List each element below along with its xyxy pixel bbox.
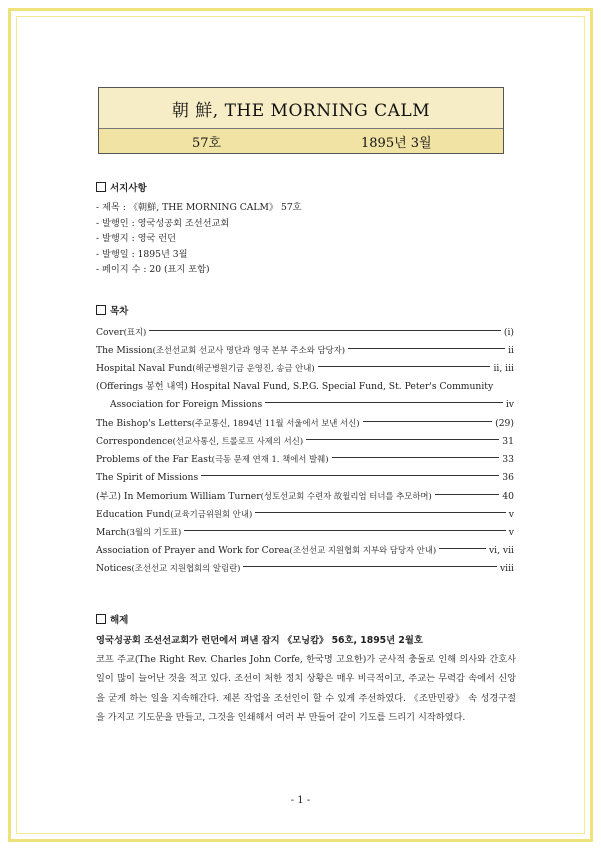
toc-page: 31 — [502, 436, 514, 448]
toc-entry — [96, 541, 516, 559]
issue-row — [99, 129, 503, 153]
toc-leader — [184, 530, 505, 531]
toc-entry-title: The Mission — [96, 345, 153, 357]
toc-page: v — [508, 508, 514, 520]
toc-entry — [96, 559, 516, 577]
square-bullet-icon — [96, 182, 106, 192]
toc-entry — [96, 359, 516, 377]
toc-entry-note: (선교사통신, 트롤로프 사제의 서신) — [172, 436, 304, 447]
toc-list — [96, 323, 516, 578]
toc-leader — [243, 566, 497, 567]
abstract-title: 영국성공회 조선선교회가 런던에서 펴낸 잡지 《모닝캄》 56호, 1895년 2월호 — [96, 635, 423, 646]
toc-entry-title: Education Fund — [96, 508, 171, 520]
toc-entry-note: (조선선교 지원협회의 알림란) — [131, 563, 241, 574]
toc-entry-note: (교육기금위원회 안내) — [170, 508, 253, 519]
toc-entry — [96, 487, 516, 505]
toc-page: 33 — [502, 454, 514, 466]
toc-entry-title: Notices — [96, 563, 132, 575]
toc-entry-title: The Bishop's Letters — [96, 417, 192, 429]
toc-page: ii — [508, 345, 514, 357]
toc-entry — [96, 396, 516, 414]
toc-page: ii, iii — [493, 363, 514, 375]
toc-entry-title: (부고) In Memorium William Turner — [96, 490, 261, 502]
bib-line: - 페이지 수 : 20 (표지 포함) — [96, 264, 210, 275]
toc-entry — [96, 341, 516, 359]
toc-page: viii — [499, 563, 514, 575]
toc-leader — [363, 421, 493, 422]
abstract-heading: 해제 — [96, 612, 516, 626]
toc-leader — [201, 475, 499, 476]
toc-entry-text: (Offerings 봉헌 내역) Hospital Naval Fund, S.P.G. Special Fund, St. Peter's Community — [96, 380, 494, 392]
issue-date: 1895년 3월 — [361, 135, 432, 151]
toc-entry-note: (조선선교 지원협회 지부와 담당자 안내) — [289, 545, 437, 556]
toc-leader — [439, 548, 486, 549]
toc-leader — [318, 366, 491, 367]
toc-entry — [96, 432, 516, 450]
toc-leader — [435, 494, 500, 495]
toc-entry — [96, 414, 516, 432]
toc-page: (i) — [503, 327, 514, 338]
bib-line: - 발행일 : 1895년 3월 — [96, 248, 188, 260]
toc-leader — [306, 439, 499, 440]
toc-entry-note: (표지) — [123, 327, 147, 337]
toc-entry-note: (조선선교회 선교사 명단과 영국 본부 주소와 담당자) — [152, 345, 345, 356]
square-bullet-icon — [96, 614, 106, 624]
title-box — [98, 87, 504, 154]
page-number: - 1 - — [290, 795, 311, 806]
toc-entry — [96, 469, 516, 487]
toc-entry — [96, 505, 516, 523]
square-bullet-icon — [96, 305, 106, 315]
toc-entry-text: Association for Foreign Missions — [110, 398, 263, 410]
toc-leader — [265, 402, 503, 403]
toc-page: v — [508, 527, 514, 539]
toc-entry-note: (3월의 기도표) — [126, 527, 182, 538]
toc-entry-title: Problems of the Far East — [96, 454, 212, 466]
toc-entry-title: The Spirit of Missions — [96, 471, 199, 483]
bibliography-section — [96, 180, 516, 278]
toc-entry — [96, 523, 516, 541]
toc-entry-title: Correspondence — [96, 436, 173, 448]
abstract-section — [96, 612, 516, 728]
toc-entry-title: Association of Prayer and Work for Corea — [96, 545, 290, 557]
bib-line: - 제목 : 《朝鮮, THE MORNING CALM》 57호 — [96, 202, 302, 213]
toc-section — [96, 303, 516, 578]
toc-page: 40 — [502, 490, 514, 502]
issue-number: 57호 — [192, 135, 222, 151]
toc-entry-note: (성토선교회 수련자 故윌리엄 터너를 추모하며) — [260, 490, 432, 501]
toc-entry-title: Hospital Naval Fund — [96, 363, 193, 375]
toc-page: iv — [505, 398, 514, 410]
toc-entry-title: March — [96, 527, 127, 539]
bibliography-heading: 서지사항 — [96, 180, 516, 194]
toc-entry-note: (해군병원기금 운영진, 송금 안내) — [192, 363, 315, 374]
toc-leader — [348, 348, 505, 349]
toc-page: (29) — [495, 417, 514, 429]
toc-entry — [96, 450, 516, 468]
abstract-body: 코프 주교(The Right Rev. Charles John Corfe, 한국명 고요한)가 군사적 충돌로 인해 의사와 간호사 일이 많이 늘어난 것을 적고 있다. 조선이 처한 정치 상황은 매우 비극적이고, 주교는 무력감 속에서 신앙을 굳게 하는 일을 지속해간다. 제본 작업을 조선인이 할 수 있게 주선하였다. 《조만민광》 속 성경구절을 가지고 기도문을 만들고, 그것을 인쇄해서 여러 부 만들어 같이 기도를 드리기 시작하였다. — [96, 654, 516, 724]
toc-entry — [96, 323, 516, 341]
toc-heading: 목차 — [96, 303, 516, 317]
toc-entry-note: (극동 문제 연재 1. 책에서 발췌) — [211, 454, 329, 465]
toc-leader — [255, 512, 506, 513]
toc-page: 36 — [502, 471, 514, 483]
bib-line: - 발행인 : 영국성공회 조선선교회 — [96, 217, 230, 229]
toc-entry-note: (주교통신, 1894년 11월 서울에서 보낸 서신) — [191, 417, 360, 428]
toc-leader — [149, 330, 501, 331]
toc-leader — [332, 457, 500, 458]
document-title: 朝 鮮, THE MORNING CALM — [99, 88, 503, 129]
toc-entry-title: Cover — [96, 327, 124, 338]
toc-page: vi, vii — [488, 545, 514, 557]
bib-line: - 발행지 : 영국 런던 — [96, 233, 177, 244]
